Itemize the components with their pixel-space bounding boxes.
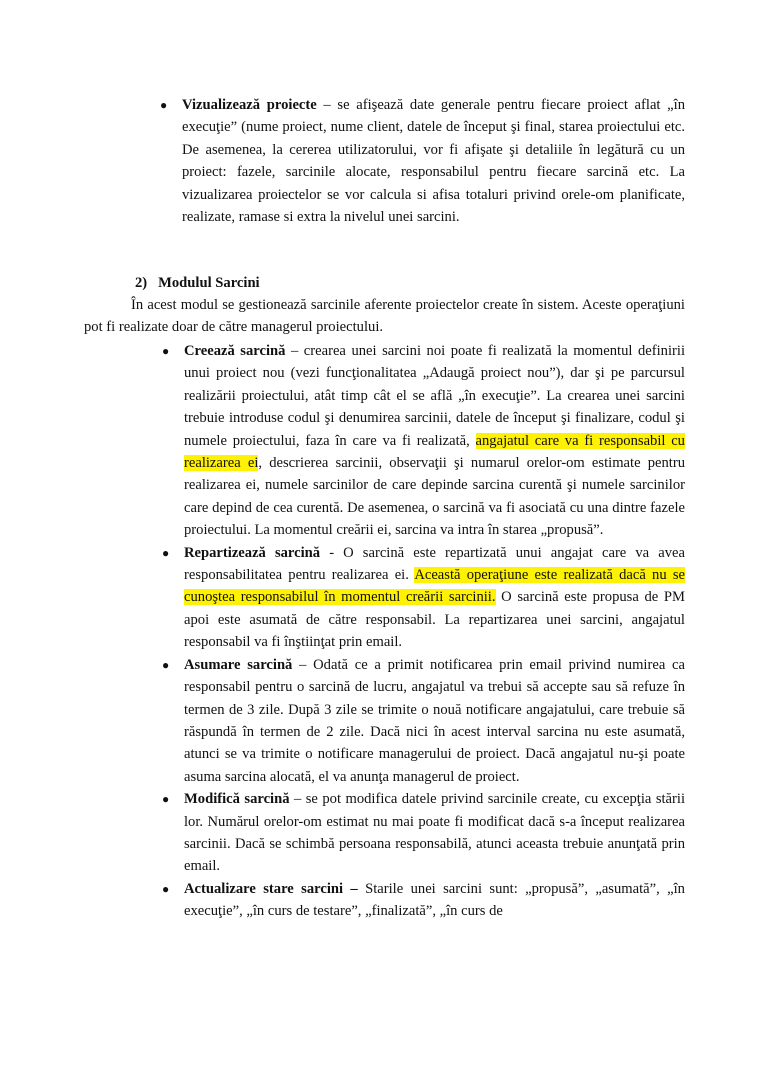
sarcini-bullet-list: [162, 340, 686, 923]
list-item: [162, 340, 686, 542]
item-text: Starile unei sarcini sunt: „propusă”, „asumată”, „în execuţie”, „în curs de testare”, „finalizată”, „în curs de: [184, 880, 685, 920]
bullet-icon: ●: [162, 545, 170, 560]
item-text: - O sarcină este repartizată unui angajat care va avea responsabilitatea pentru realizarea ei.: [184, 544, 685, 584]
item-term: Vizualizează proiecte: [182, 97, 317, 113]
item-text: – crearea unei sarcini noi poate fi realizată la momentul definirii unui proiect nou (vezi funcţionalitatea „Adaugă proiect nou”), dar şi pe parcursul realizării proiectului, atât timp cât el se află „în execuţie”. La crearea unei sarcini trebuie introduse codul şi denumirea sarcinii, datele de început şi finalizare, codul şi numele proiectului, faza în care va fi realizată,: [184, 343, 685, 449]
section-intro: [84, 294, 685, 339]
intro-paragraph: În acest modul se gestionează sarcinile aferente proiectelor create în sistem. Aceste operaţiuni pot fi realizate doar de către managerul proiectului.: [84, 297, 685, 336]
bullet-icon: ●: [162, 344, 170, 358]
item-term: Asumare sarcină: [184, 656, 293, 673]
item-text: O sarcină este propusa de PM apoi este asumată de către responsabil. La repartizarea unei sarcini, angajatul responsabil va fi înştiinţat prin email.: [184, 589, 685, 651]
list-item: [162, 542, 685, 654]
list-item: [160, 94, 685, 228]
top-bullet-list: [160, 94, 685, 228]
item-text: – se pot modifica datele privind sarcinile create, cu excepţia stării lor. Numărul orelor-om estimat nu mai poate fi modificat dacă s-a început realizarea sarcinii. Dacă se schimbă persoana responsabilă, atunci aceasta trebuie anunţată prin email.: [184, 791, 685, 875]
item-term: Actualizare stare sarcini –: [184, 880, 358, 897]
item-text: – Odată ce a primit notificarea prin email privind numirea ca responsabil pentru o sarcină de lucru, angajatul va trebui să accepte sau să refuze în termen de 3 zile. După 3 zile se trimite o nouă notificare angajatului, care trebuie să răspundă în termen de 2 zile. Dacă nici în acest interval sarcina nu este asumată, atunci se va trimite o notificare managerului de proiect. Dacă angajatul nu-şi poate asuma sarcina alocată, el va anunţa managerul de proiect.: [184, 656, 685, 785]
item-text: – se afişează date generale pentru fiecare proiect aflat „în execuţie” (nume proiect, nume client, datele de început şi final, starea proiectului etc. De asemenea, la cererea utilizatorului, vor fi afişate şi detaliile în legătură cu un proiect: fazele, sarcinile alocate, responsabilul pentru fiecare sarcină etc. La vizualizarea proiectelor se vor calcula si afisa totaluri privind orele-om planificate, realizate, ramase si extra la nivelul unei sarcini.: [182, 97, 685, 226]
item-term: Repartizează sarcină: [184, 544, 321, 561]
bullet-icon: ●: [162, 881, 170, 896]
bullet-icon: ●: [162, 792, 170, 807]
item-term: Modifică sarcină: [184, 791, 290, 808]
bullet-icon: ●: [162, 657, 170, 672]
list-item: [162, 654, 685, 788]
highlighted-text: angajatul care va fi responsabil cu realizarea ei: [184, 432, 685, 472]
item-text: , descrierea sarcinii, observaţii şi numarul orelor-om estimate pentru realizarea ei, numele sarcinilor de care depinde sarcina curentă şi numele sarcinilor care depind de cea curentă. De asemenea, o sarcină va fi asociată cu una dintre fazele proiectului. La momentul creării ei, sarcina va intra în starea „propusă”.: [184, 455, 686, 539]
item-term: Creează sarcină: [184, 343, 286, 359]
highlighted-text: Această operaţiune este realizată dacă nu se cunoştea responsabilul în momentul creării sarcinii.: [184, 567, 685, 606]
list-item: [162, 788, 685, 878]
section-heading: 2) Modulul Sarcini: [135, 275, 260, 291]
bullet-icon: ●: [160, 98, 168, 112]
list-item: [162, 878, 685, 923]
